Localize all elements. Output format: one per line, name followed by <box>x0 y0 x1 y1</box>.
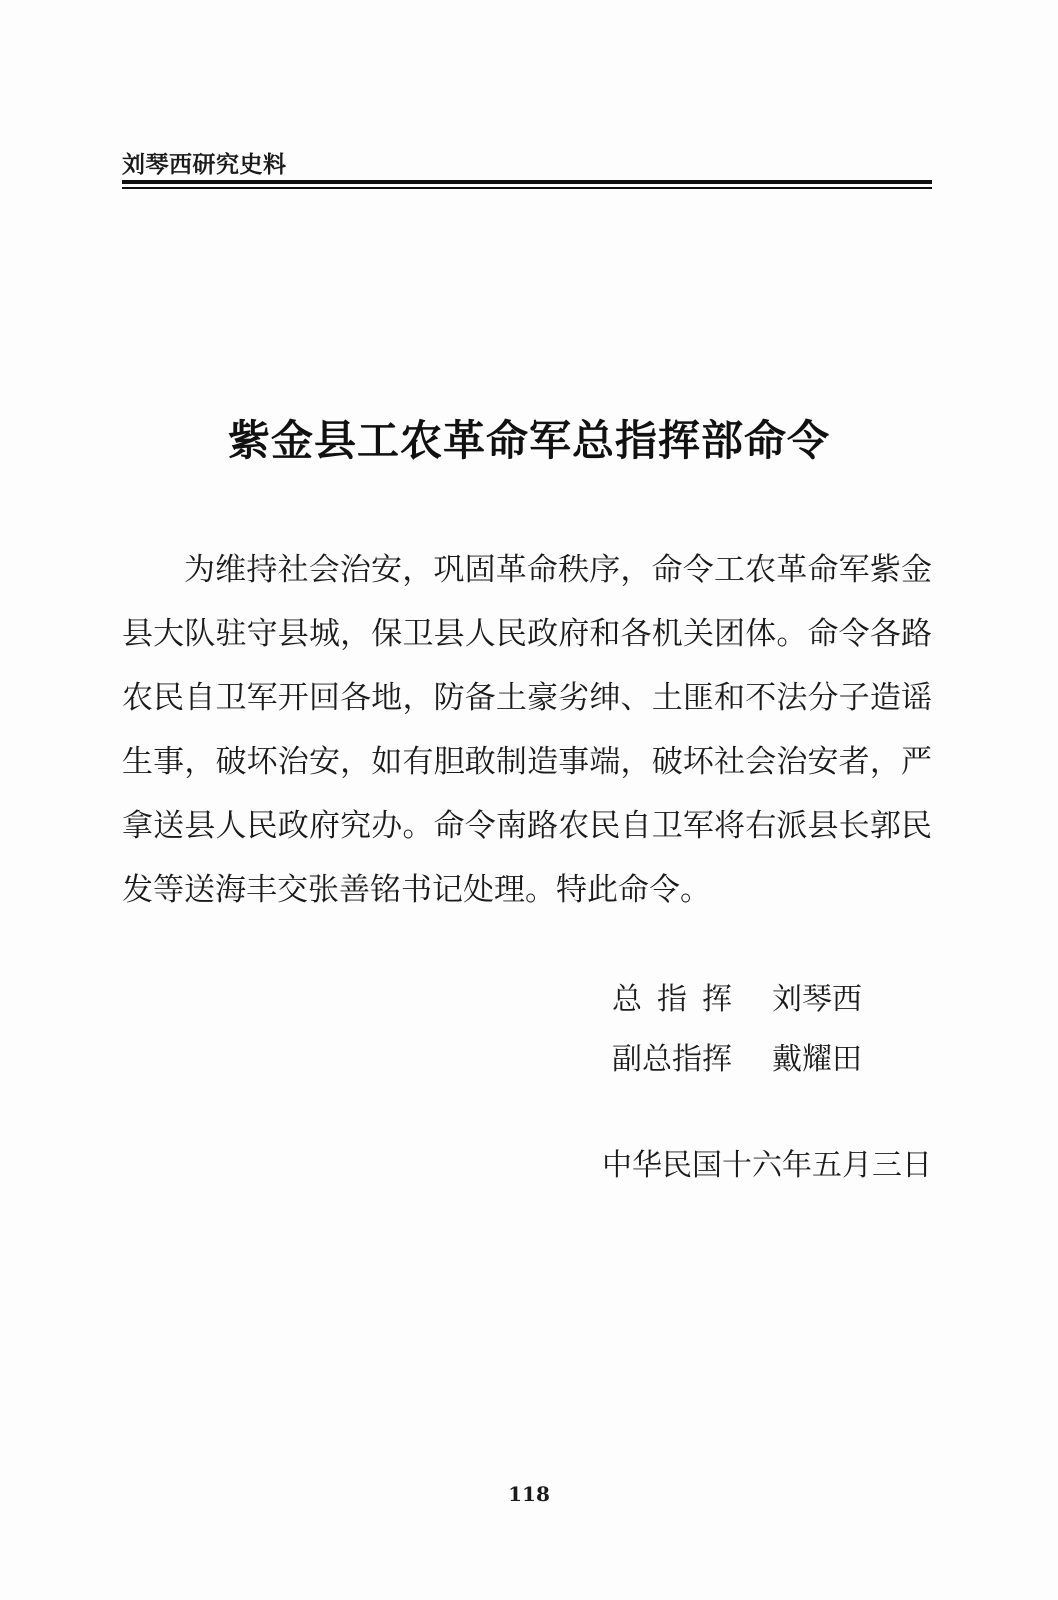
header-rule-thick <box>122 180 932 184</box>
signature-row-deputy <box>612 1030 932 1090</box>
header-rule-thin <box>122 187 932 189</box>
signature-name: 戴耀田 <box>772 1042 862 1077</box>
running-header: 刘琴西研究史料 <box>122 152 287 178</box>
signature-role: 总指挥 <box>612 982 747 1017</box>
signature-name: 刘琴西 <box>772 982 862 1017</box>
page-number: 118 <box>508 1482 550 1506</box>
body-paragraph: 为维持社会治安，巩固革命秩序，命令工农革命军紫金县大队驻守县城，保卫县人民政府和各机关团体。命令各路农民自卫军开回各地，防备土豪劣绅、土匪和不法分子造谣生事，破坏治安，如有胆敢制造事端，破坏社会治安者，严拿送县人民政府究办。命令南路农民自卫军将右派县长郭民发等送海丰交张善铭书记处理。特此命令。 <box>122 552 932 908</box>
signature-block <box>612 970 932 1090</box>
signature-row-commander <box>612 970 932 1030</box>
document-date: 中华民国十六年五月三日 <box>602 1148 932 1183</box>
document-title: 紫金县工农革命军总指挥部命令 <box>227 416 830 465</box>
signature-role: 副总指挥 <box>612 1042 732 1077</box>
